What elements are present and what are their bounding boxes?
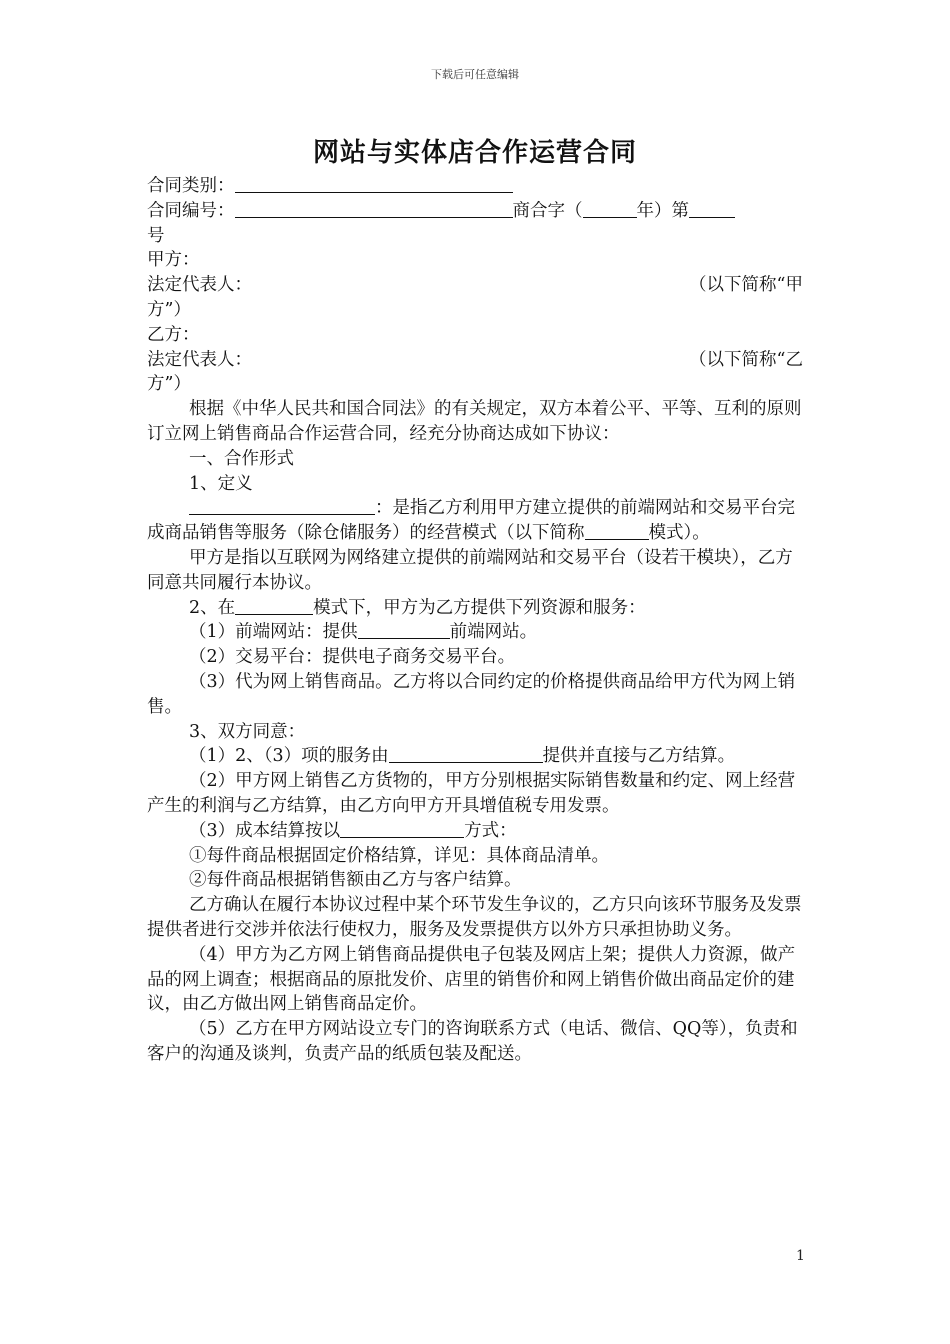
item-3-2: （2）甲方网上销售乙方货物的，甲方分别根据实际销售数量和约定、网上经营产生的利润与乙方结算，由乙方向甲方开具增值税专用发票。 [147, 771, 796, 816]
item-3-3: （3）成本结算按以 方式： [189, 820, 517, 841]
party-a-definition: 甲方是指以互联网为网络建立提供的前端网站和交易平台（设若干模块），乙方同意共同履行本协议。 [147, 547, 793, 593]
dispute-paragraph: 乙方确认在履行本协议过程中某个环节发生争议的，乙方只向该环节服务及发票提供者进行交涉并依法行使权力，服务及发票提供方以外方只承担协助义务。 [147, 895, 802, 940]
intro-paragraph: 根据《中华人民共和国合同法》的有关规定，双方本着公平、平等、互利的原则订立网上销售商品合作运营合同，经充分协商达成如下协议： [147, 399, 802, 444]
item-2-1-blank[interactable] [358, 620, 450, 639]
contract-no-blank[interactable] [235, 199, 513, 218]
definition-heading: 1、定义 [189, 473, 253, 494]
item-2-mode-blank[interactable] [235, 596, 313, 615]
section-1-heading: 一、合作形式 [189, 448, 294, 469]
page-number: 1 [796, 1248, 805, 1264]
document-title: 网站与实体店合作运营合同 [312, 138, 637, 168]
item-3-1-blank[interactable] [389, 744, 543, 763]
page-header: 下载后可任意编辑 [431, 68, 519, 81]
party-b-abbr-end: 方”） [147, 374, 191, 395]
party-a-label: 甲方： [147, 250, 200, 271]
contract-seq-blank[interactable] [689, 199, 735, 218]
item-3: 3、双方同意： [189, 721, 306, 742]
item-3-3-option-1: ①每件商品根据固定价格结算，详见：具体商品清单。 [189, 845, 609, 866]
contract-type-blank[interactable] [235, 174, 513, 193]
item-3-5: （5）乙方在甲方网站设立专门的咨询联系方式（电话、微信、QQ等），负责和客户的沟通及谈判，负责产品的纸质包装及配送。 [147, 1019, 798, 1064]
contract-body [147, 174, 803, 1067]
mode-name-blank[interactable] [189, 496, 375, 515]
item-2: 2、在 模式下，甲方为乙方提供下列资源和服务： [189, 597, 646, 618]
contract-no-line: 合同编号： 商合字（ 年）第 [147, 199, 803, 224]
item-3-3-blank[interactable] [340, 819, 464, 838]
party-a-abbr-end: 方”） [147, 299, 191, 320]
item-3-3-option-2: ②每件商品根据销售额由乙方与客户结算。 [189, 870, 522, 891]
party-a-rep-line: 法定代表人： （以下简称“甲 [147, 275, 803, 296]
mode-abbr-blank[interactable] [585, 521, 649, 540]
item-2-2: （2）交易平台：提供电子商务交易平台。 [189, 647, 516, 668]
item-3-4: （4）甲方为乙方网上销售商品提供电子包装及网店上架；提供人力资源，做产品的网上调查；根据商品的原批发价、店里的销售价和网上销售价做出商品定价的建议，由乙方做出网上销售商品定价。 [147, 944, 796, 1015]
contract-no-end: 号 [147, 225, 165, 246]
party-b-rep-line: 法定代表人： （以下简称“乙 [147, 349, 803, 370]
definition-paragraph: ：是指乙方利用甲方建立提供的前端网站和交易平台完成商品销售等服务（除仓储服务）的经营模式（以下简称 模式）。 [147, 498, 795, 544]
contract-year-blank[interactable] [583, 199, 637, 218]
item-3-1: （1）2、（3）项的服务由 提供并直接与乙方结算。 [189, 746, 736, 767]
item-2-1: （1）前端网站：提供 前端网站。 [189, 622, 538, 643]
contract-type-line: 合同类别： [147, 174, 803, 199]
party-b-label: 乙方： [147, 324, 200, 345]
item-2-3: （3）代为网上销售商品。乙方将以合同约定的价格提供商品给甲方代为网上销售。 [147, 671, 796, 717]
